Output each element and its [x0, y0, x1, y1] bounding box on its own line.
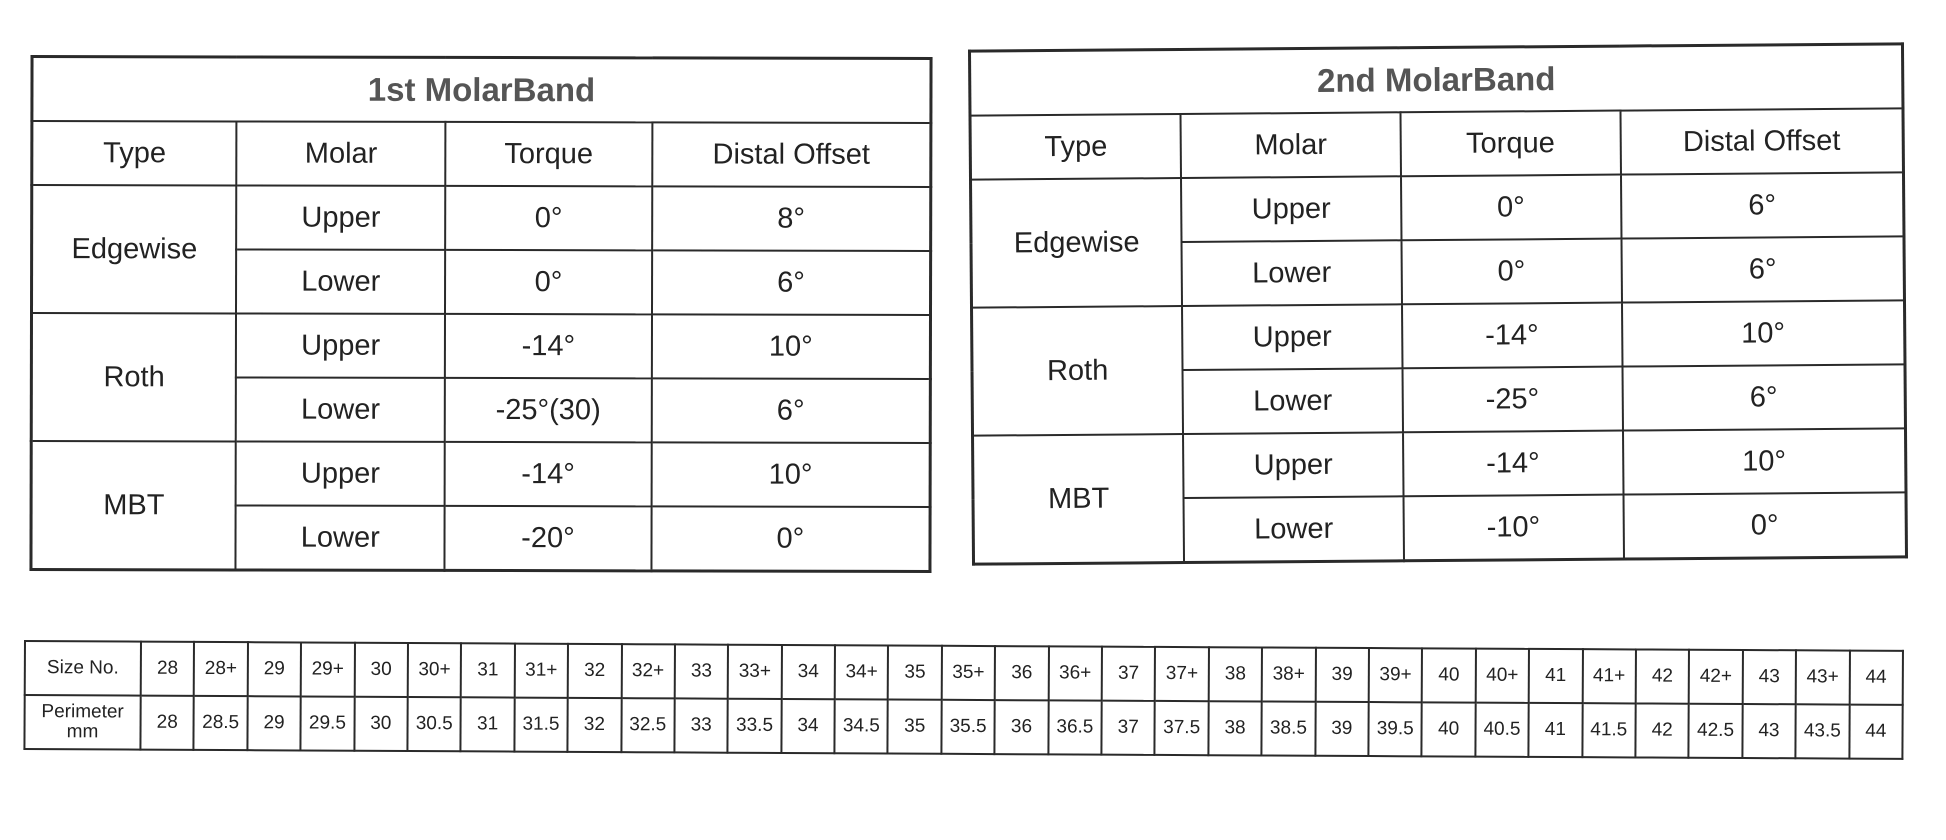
- torque-cell: -14°: [445, 442, 652, 506]
- perimeter-cell: 29.5: [301, 696, 355, 750]
- molar-cell: Lower: [1183, 368, 1403, 434]
- size-cell: 34+: [835, 645, 889, 699]
- column-header: Distal Offset: [652, 122, 931, 187]
- size-cell: 42: [1636, 649, 1690, 703]
- second-molar-band-table: [968, 42, 1908, 565]
- molar-cell: Lower: [236, 377, 445, 441]
- size-cell: 35: [888, 646, 942, 700]
- first-molar-band-table: [29, 55, 932, 573]
- torque-cell: 0°: [1401, 239, 1622, 305]
- size-cell: 39+: [1369, 648, 1423, 702]
- perimeter-cell: 41.5: [1582, 703, 1636, 757]
- perimeter-cell: 38.5: [1262, 701, 1316, 755]
- size-cell: 40: [1422, 648, 1476, 702]
- offset-cell: 6°: [1622, 364, 1905, 430]
- molar-cell: Upper: [1182, 304, 1402, 370]
- perimeter-cell: 41: [1529, 703, 1583, 757]
- torque-cell: -14°: [445, 314, 652, 378]
- offset-cell: 10°: [1623, 428, 1906, 494]
- offset-cell: 10°: [652, 314, 931, 379]
- perimeter-cell: 31: [461, 697, 515, 751]
- size-cell: 38+: [1262, 647, 1316, 701]
- perimeter-cell: 32: [568, 698, 622, 752]
- size-cell: 35+: [942, 646, 996, 700]
- offset-cell: 8°: [652, 186, 931, 251]
- column-header: Torque: [1400, 111, 1621, 177]
- size-cell: 43: [1742, 650, 1796, 704]
- size-cell: 30: [354, 643, 408, 697]
- perimeter-cell: 37.5: [1155, 701, 1209, 755]
- size-cell: 38: [1209, 647, 1263, 701]
- offset-cell: 6°: [1621, 172, 1904, 238]
- molar-cell: Upper: [1181, 176, 1401, 242]
- perimeter-cell: 30: [354, 697, 408, 751]
- perimeter-cell: 39.5: [1368, 702, 1422, 756]
- size-cell: 34: [781, 645, 835, 699]
- torque-cell: -20°: [444, 506, 651, 571]
- offset-cell: 10°: [1622, 300, 1905, 366]
- perimeter-cell: 44: [1849, 705, 1903, 759]
- perimeter-cell: 33.5: [728, 699, 782, 753]
- perimeter-row: [24, 695, 1902, 759]
- molar-cell: Upper: [1183, 432, 1403, 498]
- offset-cell: 6°: [652, 378, 931, 443]
- perimeter-row-label: Perimeter mm: [24, 695, 140, 750]
- torque-cell: -25°: [1402, 367, 1623, 433]
- perimeter-cell: 43.5: [1796, 704, 1850, 758]
- torque-cell: -10°: [1403, 495, 1624, 561]
- header-row: [32, 121, 931, 187]
- column-header: Torque: [445, 122, 652, 186]
- molar-cell: Lower: [1182, 240, 1402, 306]
- type-cell: Roth: [31, 313, 236, 441]
- offset-cell: 6°: [652, 250, 931, 315]
- molar-cell: Lower: [236, 505, 445, 570]
- torque-cell: -14°: [1403, 431, 1624, 497]
- size-row: [25, 641, 1903, 705]
- perimeter-cell: 42: [1635, 703, 1689, 757]
- perimeter-cell: 36: [995, 700, 1049, 754]
- perimeter-cell: 32.5: [621, 698, 675, 752]
- size-cell: 43+: [1796, 650, 1850, 704]
- perimeter-cell: 29: [247, 696, 301, 750]
- size-cell: 31: [461, 643, 515, 697]
- perimeter-cell: 43: [1742, 704, 1796, 758]
- molar-cell: Upper: [237, 185, 446, 249]
- molar-cell: Upper: [236, 441, 445, 505]
- molar-cell: Upper: [236, 313, 445, 377]
- perimeter-cell: 35.5: [941, 700, 995, 754]
- size-cell: 42+: [1689, 650, 1743, 704]
- type-cell: MBT: [31, 441, 236, 570]
- torque-cell: 0°: [1401, 175, 1622, 241]
- offset-cell: 0°: [1623, 492, 1906, 559]
- perimeter-cell: 30.5: [407, 697, 461, 751]
- table-row: [973, 428, 1906, 499]
- perimeter-cell: 37: [1101, 701, 1155, 755]
- size-cell: 29+: [301, 642, 355, 696]
- size-cell: 44: [1849, 651, 1903, 705]
- perimeter-cell: 34: [781, 699, 835, 753]
- perimeter-cell: 40: [1422, 702, 1476, 756]
- table-row: [31, 441, 930, 507]
- size-cell: 28: [141, 642, 195, 696]
- size-cell: 32+: [621, 644, 675, 698]
- perimeter-cell: 40.5: [1475, 703, 1529, 757]
- size-cell: 36: [995, 646, 1049, 700]
- type-cell: Roth: [972, 306, 1184, 436]
- column-header: Type: [32, 121, 237, 185]
- molar-cell: Lower: [236, 249, 445, 313]
- perimeter-cell: 42.5: [1689, 704, 1743, 758]
- perimeter-cell: 36.5: [1048, 700, 1102, 754]
- column-header: Molar: [237, 121, 446, 185]
- torque-cell: -25°(30): [445, 378, 652, 442]
- size-cell: 30+: [408, 643, 462, 697]
- type-cell: Edgewise: [971, 178, 1183, 308]
- size-cell: 28+: [194, 642, 248, 696]
- size-cell: 33: [675, 644, 729, 698]
- table-row: [972, 300, 1905, 371]
- torque-cell: -14°: [1402, 303, 1623, 369]
- molar-cell: Lower: [1184, 496, 1404, 562]
- type-cell: MBT: [973, 434, 1185, 564]
- offset-cell: 0°: [651, 506, 930, 571]
- perimeter-cell: 28: [140, 696, 194, 750]
- column-header: Type: [970, 114, 1181, 180]
- size-cell: 37+: [1155, 647, 1209, 701]
- table-row: [32, 185, 931, 251]
- perimeter-cell: 33: [674, 698, 728, 752]
- size-cell: 41: [1529, 649, 1583, 703]
- size-cell: 33+: [728, 645, 782, 699]
- torque-cell: 0°: [445, 186, 652, 250]
- offset-cell: 6°: [1621, 236, 1904, 302]
- header-row: [970, 108, 1903, 179]
- size-cell: 29: [247, 642, 301, 696]
- size-perimeter-table: [23, 640, 1904, 760]
- column-header: Molar: [1181, 112, 1401, 178]
- size-cell: 40+: [1475, 649, 1529, 703]
- column-header: Distal Offset: [1620, 108, 1903, 174]
- table-title: 1st MolarBand: [32, 57, 931, 123]
- size-cell: 36+: [1048, 646, 1102, 700]
- size-row-label: Size No.: [25, 641, 141, 696]
- perimeter-cell: 38: [1208, 701, 1262, 755]
- table-title: 2nd MolarBand: [969, 44, 1902, 116]
- size-cell: 32: [568, 644, 622, 698]
- size-cell: 31+: [514, 644, 568, 698]
- type-cell: Edgewise: [32, 185, 237, 313]
- table-row: [971, 172, 1904, 243]
- perimeter-cell: 34.5: [834, 699, 888, 753]
- perimeter-cell: 31.5: [514, 698, 568, 752]
- size-cell: 41+: [1582, 649, 1636, 703]
- size-cell: 37: [1102, 647, 1156, 701]
- table-row: [31, 313, 930, 379]
- perimeter-cell: 39: [1315, 702, 1369, 756]
- torque-cell: 0°: [445, 250, 652, 314]
- offset-cell: 10°: [651, 442, 930, 507]
- perimeter-cell: 35: [888, 700, 942, 754]
- perimeter-cell: 28.5: [194, 696, 248, 750]
- size-cell: 39: [1315, 648, 1369, 702]
